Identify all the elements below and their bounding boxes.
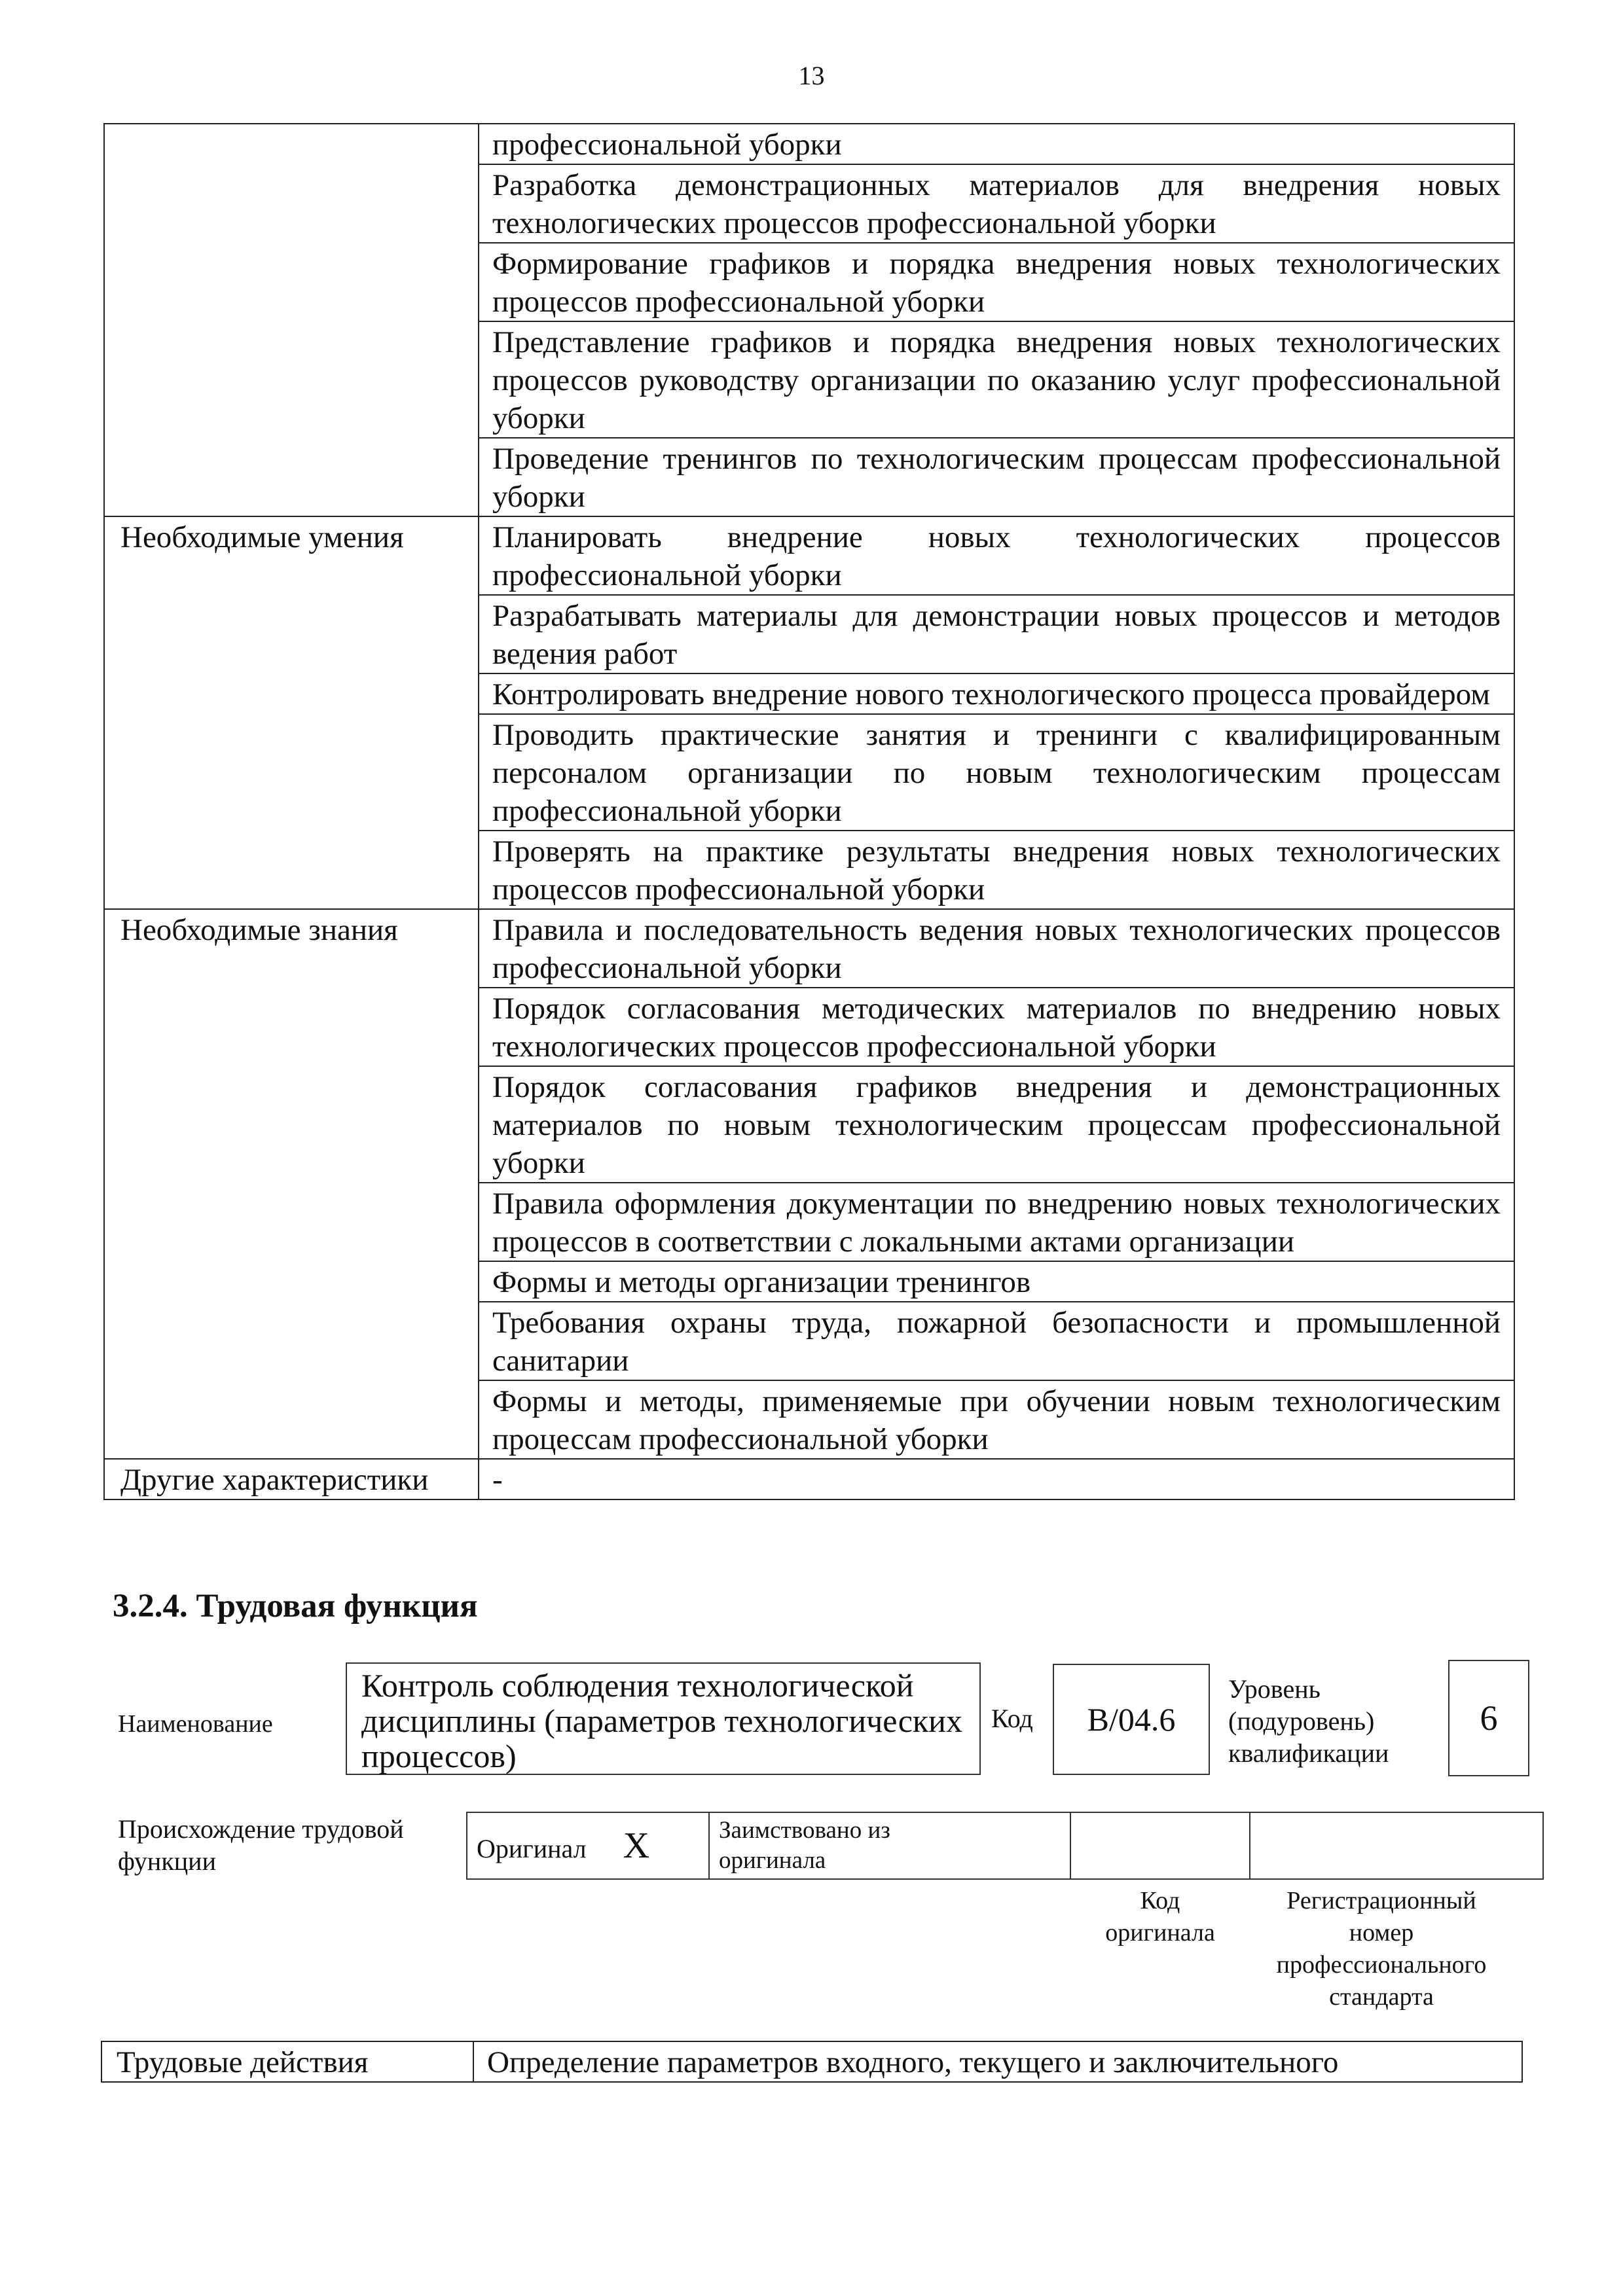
table-item: Планировать внедрение новых технологических процессов профессиональной уборки: [479, 516, 1514, 595]
qualification-level-label: Уровень (подуровень) квалификации: [1228, 1674, 1389, 1768]
competency-table: [103, 123, 1515, 1500]
section-heading: 3.2.4. Трудовая функция: [113, 1588, 478, 1624]
original-check-mark: X: [623, 1825, 650, 1866]
table-item: Проверять на практике результаты внедрения новых технологических процессов профессиональной уборки: [479, 831, 1514, 909]
origin-table: [466, 1812, 1544, 1880]
code-original-caption: Код оригинала: [1105, 1887, 1215, 1946]
table-row: [104, 124, 1514, 164]
table-item: Разрабатывать материалы для демонстрации новых процессов и методов ведения работ: [479, 595, 1514, 673]
table-row: [104, 516, 1514, 595]
table-item: Требования охраны труда, пожарной безопасности и промышленной санитарии: [479, 1302, 1514, 1380]
name-label: Наименование: [118, 1710, 273, 1738]
function-name-value: Контроль соблюдения технологической дисциплины (параметров технологических процессов): [346, 1662, 981, 1775]
table-item: -: [479, 1459, 1514, 1499]
table-item: Представление графиков и порядка внедрения новых технологических процессов руководству организации по оказанию услуг профессиональной уборки: [479, 321, 1514, 438]
table-row: [104, 1459, 1514, 1499]
original-label: Оригинал: [477, 1834, 587, 1863]
table-item: Контролировать внедрение нового технологического процесса провайдером: [479, 673, 1514, 714]
labor-actions-label: Трудовые действия: [101, 2041, 473, 2082]
table-item: Правила оформления документации по внедрению новых технологических процессов в соответствии с локальными актами организации: [479, 1183, 1514, 1261]
table-item: Порядок согласования методических материалов по внедрению новых технологических процессов профессиональной уборки: [479, 988, 1514, 1066]
labor-actions-table: [101, 2041, 1523, 2083]
origin-reg-number-cell: [1250, 1812, 1543, 1879]
reg-number-caption: Регистрационный номер профессионального стандарта: [1276, 1887, 1487, 2011]
table-item: Формы и методы, применяемые при обучении новым технологическим процессам профессиональной уборки: [479, 1380, 1514, 1459]
row-label: Необходимые знания: [104, 909, 479, 1459]
code-label: Код: [991, 1704, 1033, 1733]
origin-borrowed-cell: Заимствовано из оригинала: [709, 1812, 1070, 1879]
labor-action-item: Определение параметров входного, текущего и заключительного: [473, 2041, 1522, 2082]
page-number: 13: [798, 61, 825, 90]
table-item: Разработка демонстрационных материалов для внедрения новых технологических процессов профессиональной уборки: [479, 164, 1514, 243]
row-label: Необходимые умения: [104, 516, 479, 909]
row-label: [104, 124, 479, 516]
table-item: Формы и методы организации тренингов: [479, 1261, 1514, 1302]
table-item: профессиональной уборки: [479, 124, 1514, 164]
origin-original-cell: [467, 1812, 709, 1879]
table-row: [104, 909, 1514, 988]
row-label: Другие характеристики: [104, 1459, 479, 1499]
table-item: Формирование графиков и порядка внедрения новых технологических процессов профессиональной уборки: [479, 243, 1514, 321]
origin-label: Происхождение трудовой функции: [118, 1814, 404, 1876]
qualification-level-value: 6: [1448, 1660, 1529, 1776]
origin-code-cell: [1070, 1812, 1250, 1879]
table-item: Проведение тренингов по технологическим процессам профессиональной уборки: [479, 438, 1514, 516]
table-item: Правила и последовательность ведения новых технологических процессов профессиональной уборки: [479, 909, 1514, 988]
table-item: Порядок согласования графиков внедрения и демонстрационных материалов по новым технологическим процессам профессиональной уборки: [479, 1066, 1514, 1183]
table-item: Проводить практические занятия и тренинги с квалифицированным персоналом организации по новым технологическим процессам профессиональной уборки: [479, 714, 1514, 831]
code-value: B/04.6: [1053, 1664, 1210, 1775]
